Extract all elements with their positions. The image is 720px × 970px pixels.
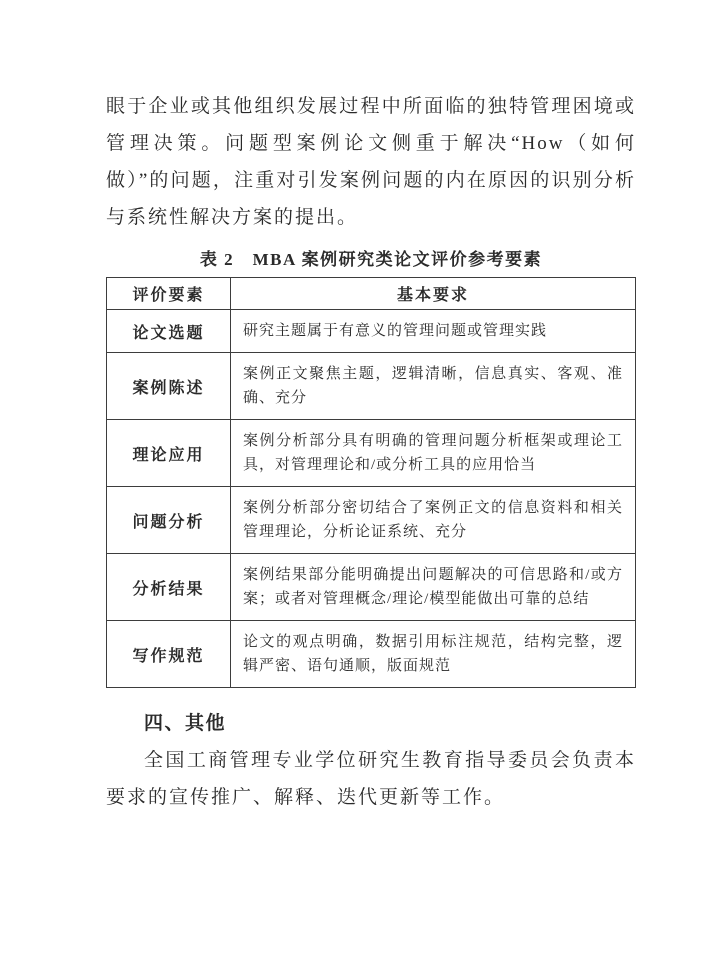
factor-cell: 问题分析 — [107, 487, 231, 554]
factor-cell: 论文选题 — [107, 310, 231, 353]
requirement-cell: 论文的观点明确，数据引用标注规范，结构完整，逻辑严密、语句通顺，版面规范 — [231, 621, 636, 688]
table-row — [107, 310, 636, 353]
header-factor: 评价要素 — [107, 278, 231, 310]
requirement-cell: 案例正文聚焦主题，逻辑清晰，信息真实、客观、准确、充分 — [231, 353, 636, 420]
intro-paragraph: 眼于企业或其他组织发展过程中所面临的独特管理困境或管理决策。问题型案例论文侧重于解决“How（如何做）”的问题，注重对引发案例问题的内在原因的识别分析与系统性解决方案的提出。 — [106, 96, 636, 228]
table-row — [107, 353, 636, 420]
requirement-cell: 案例分析部分密切结合了案例正文的信息资料和相关管理理论，分析论证系统、充分 — [231, 487, 636, 554]
table-caption: 表 2 MBA 案例研究类论文评价参考要素 — [199, 250, 543, 269]
evaluation-table — [106, 277, 636, 688]
table-row — [107, 420, 636, 487]
table-header-row — [107, 278, 636, 310]
table-row — [107, 621, 636, 688]
requirement-cell: 研究主题属于有意义的管理问题或管理实践 — [231, 310, 636, 353]
requirement-cell: 案例分析部分具有明确的管理问题分析框架或理论工具，对管理理论和/或分析工具的应用恰当 — [231, 420, 636, 487]
requirement-cell: 案例结果部分能明确提出问题解决的可信思路和/或方案；或者对管理概念/理论/模型能做出可靠的总结 — [231, 554, 636, 621]
factor-cell: 案例陈述 — [107, 353, 231, 420]
header-requirement: 基本要求 — [231, 278, 636, 310]
factor-cell: 分析结果 — [107, 554, 231, 621]
closing-paragraph: 全国工商管理专业学位研究生教育指导委员会负责本要求的宣传推广、解释、迭代更新等工作。 — [106, 750, 636, 808]
factor-cell: 理论应用 — [107, 420, 231, 487]
section-heading-other: 四、其他 — [144, 713, 227, 734]
table-row — [107, 554, 636, 621]
factor-cell: 写作规范 — [107, 621, 231, 688]
table-row — [107, 487, 636, 554]
